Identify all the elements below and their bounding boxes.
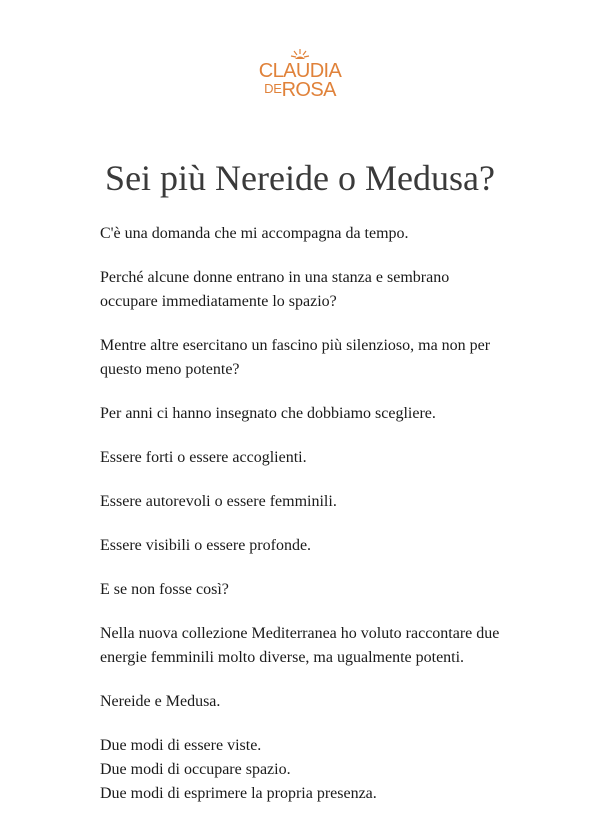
article-title: Sei più Nereide o Medusa? (105, 158, 495, 198)
brand-name-prefix: DE (264, 81, 282, 96)
brand-name-main: ROSA (281, 79, 336, 101)
paragraph: Per anni ci hanno insegnato che dobbiamo scegliere. (100, 405, 436, 422)
paragraph: Nella nuova collezione Mediterranea ho voluto raccontare due energie femminili molto diverse, ma ugualmente potenti. (100, 625, 500, 666)
brand-logo[interactable] (250, 48, 350, 104)
article-body (100, 222, 510, 826)
closing-line: Due modi di occupare spazio. (100, 761, 291, 778)
brand-name-line2 (250, 79, 350, 100)
paragraph: E se non fosse così? (100, 581, 229, 598)
paragraph: Nereide e Medusa. (100, 693, 221, 710)
paragraph: Mentre altre esercitano un fascino più silenzioso, ma non per questo meno potente? (100, 337, 491, 378)
closing-line: Due modi di esprimere la propria presenza. (100, 785, 377, 802)
paragraph: Essere autorevoli o essere femminili. (100, 493, 337, 510)
paragraph: C'è una domanda che mi accompagna da tempo. (100, 225, 409, 242)
paragraph: Perché alcune donne entrano in una stanza e sembrano occupare immediatamente lo spazio? (100, 269, 450, 310)
closing-paragraph (100, 734, 510, 806)
paragraph: Essere visibili o essere profonde. (100, 537, 312, 554)
closing-line: Due modi di essere viste. (100, 737, 262, 754)
brand-name-line1: CLAUDIA (258, 60, 342, 82)
paragraph: Essere forti o essere accoglienti. (100, 449, 307, 466)
